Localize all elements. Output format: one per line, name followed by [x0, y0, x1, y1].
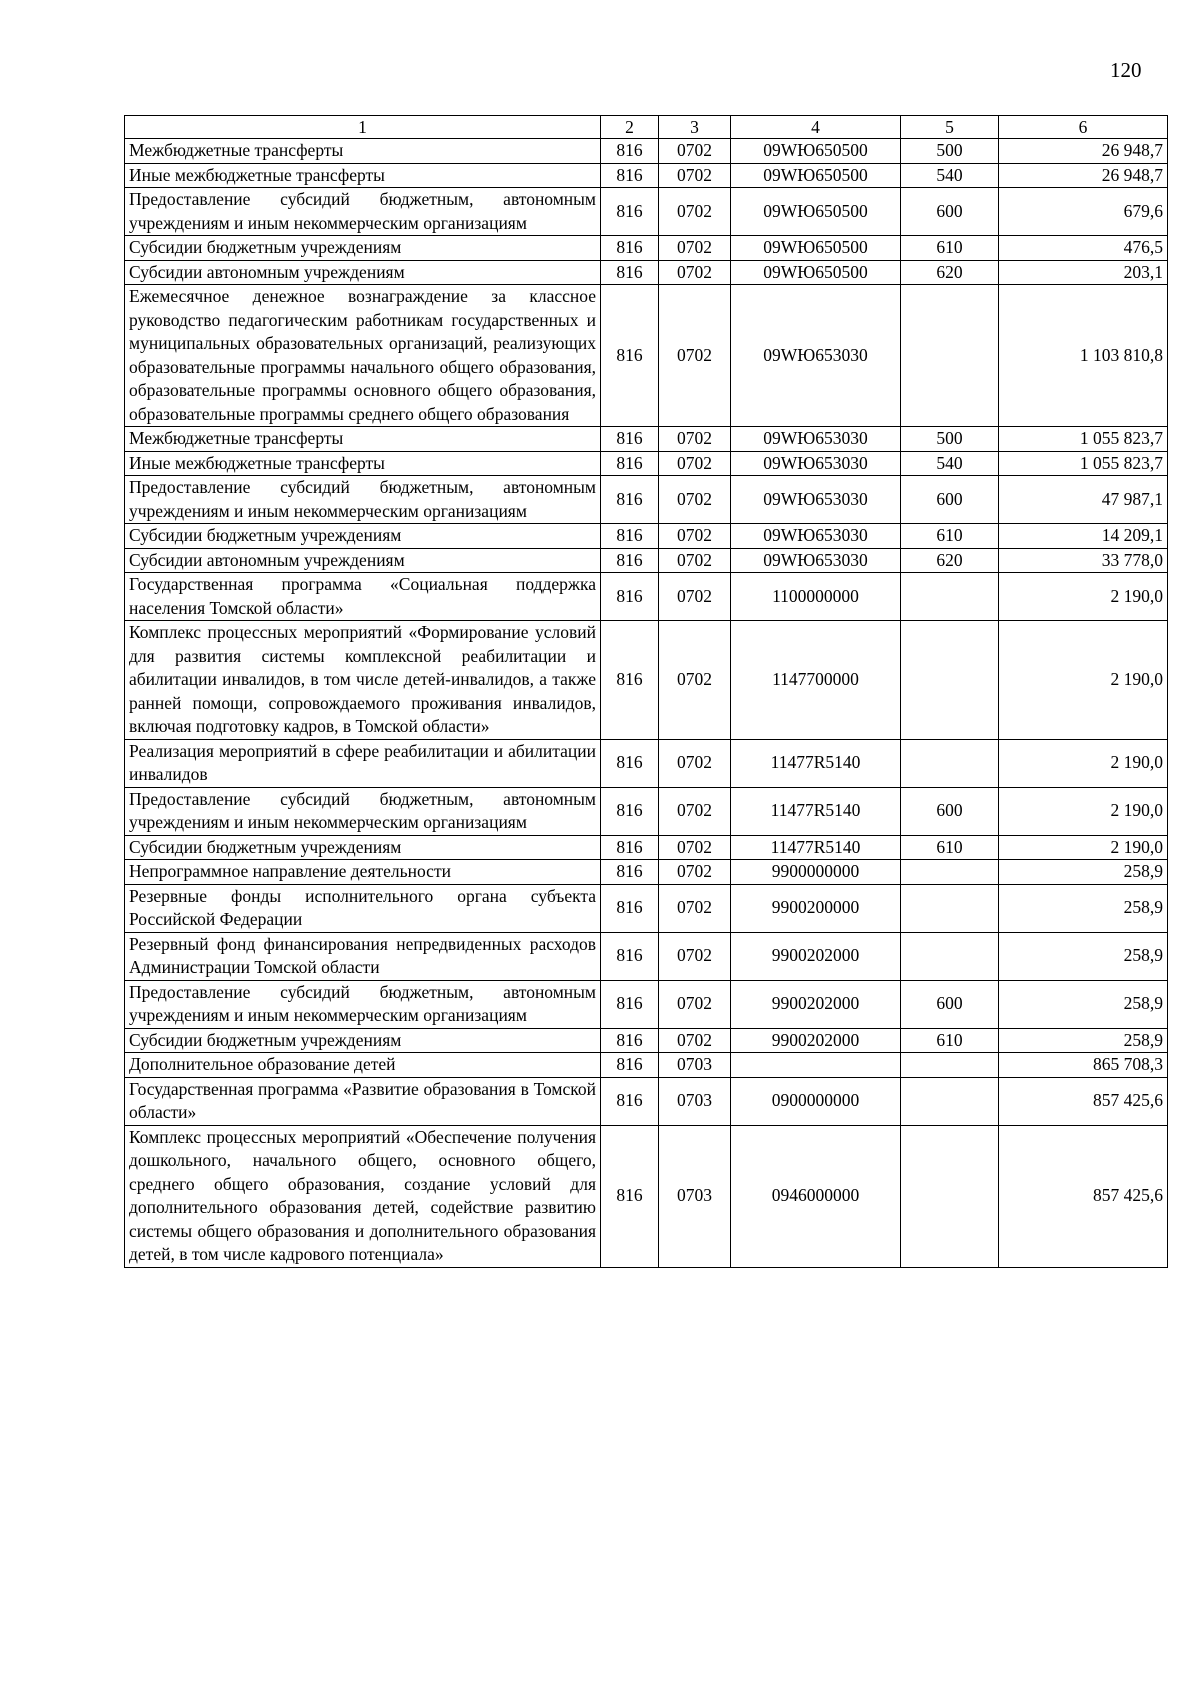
ministry-code-cell: 816	[601, 236, 659, 261]
expense-type-cell: 620	[901, 548, 999, 573]
expense-type-cell: 600	[901, 476, 999, 524]
target-article-cell: 09WЮ653030	[731, 451, 901, 476]
item-name-cell: Государственная программа «Развитие образования в Томской области»	[125, 1077, 601, 1125]
target-article-cell: 09WЮ650500	[731, 139, 901, 164]
table-row	[125, 980, 1168, 1028]
ministry-code-cell: 816	[601, 573, 659, 621]
section-code-cell: 0702	[659, 476, 731, 524]
item-name-cell: Предоставление субсидий бюджетным, автономным учреждениям и иным некоммерческим организациям	[125, 476, 601, 524]
table-row	[125, 236, 1168, 261]
item-name-cell: Дополнительное образование детей	[125, 1053, 601, 1078]
table-row	[125, 260, 1168, 285]
table-row	[125, 1028, 1168, 1053]
table-body	[125, 139, 1168, 1268]
item-name-cell: Субсидии автономным учреждениям	[125, 260, 601, 285]
section-code-cell: 0702	[659, 285, 731, 427]
ministry-code-cell: 816	[601, 451, 659, 476]
expense-type-cell	[901, 621, 999, 740]
item-name-cell: Межбюджетные трансферты	[125, 139, 601, 164]
header-row	[125, 116, 1168, 139]
expense-type-cell: 610	[901, 236, 999, 261]
table-row	[125, 573, 1168, 621]
column-header-3: 3	[659, 116, 731, 139]
table-row	[125, 139, 1168, 164]
column-header-1: 1	[125, 116, 601, 139]
amount-cell: 476,5	[999, 236, 1168, 261]
section-code-cell: 0702	[659, 427, 731, 452]
table-row	[125, 163, 1168, 188]
section-code-cell: 0702	[659, 884, 731, 932]
section-code-cell: 0702	[659, 787, 731, 835]
section-code-cell: 0702	[659, 980, 731, 1028]
expense-type-cell	[901, 1053, 999, 1078]
expense-type-cell	[901, 285, 999, 427]
table-row	[125, 1053, 1168, 1078]
table-row	[125, 451, 1168, 476]
section-code-cell: 0702	[659, 621, 731, 740]
target-article-cell: 9900202000	[731, 980, 901, 1028]
table-row	[125, 285, 1168, 427]
ministry-code-cell: 816	[601, 548, 659, 573]
expense-type-cell: 600	[901, 787, 999, 835]
target-article-cell	[731, 1053, 901, 1078]
section-code-cell: 0702	[659, 835, 731, 860]
item-name-cell: Субсидии бюджетным учреждениям	[125, 236, 601, 261]
ministry-code-cell: 816	[601, 835, 659, 860]
target-article-cell: 09WЮ653030	[731, 427, 901, 452]
section-code-cell: 0702	[659, 573, 731, 621]
expense-type-cell: 500	[901, 427, 999, 452]
expense-type-cell: 610	[901, 524, 999, 549]
item-name-cell: Предоставление субсидий бюджетным, автономным учреждениям и иным некоммерческим организациям	[125, 980, 601, 1028]
target-article-cell: 09WЮ653030	[731, 548, 901, 573]
item-name-cell: Резервные фонды исполнительного органа субъекта Российской Федерации	[125, 884, 601, 932]
column-header-5: 5	[901, 116, 999, 139]
section-code-cell: 0702	[659, 260, 731, 285]
ministry-code-cell: 816	[601, 476, 659, 524]
target-article-cell: 09WЮ650500	[731, 188, 901, 236]
ministry-code-cell: 816	[601, 139, 659, 164]
section-code-cell: 0702	[659, 236, 731, 261]
item-name-cell: Субсидии бюджетным учреждениям	[125, 835, 601, 860]
amount-cell: 258,9	[999, 980, 1168, 1028]
table-row	[125, 427, 1168, 452]
amount-cell: 2 190,0	[999, 835, 1168, 860]
item-name-cell: Предоставление субсидий бюджетным, автономным учреждениям и иным некоммерческим организациям	[125, 188, 601, 236]
item-name-cell: Государственная программа «Социальная поддержка населения Томской области»	[125, 573, 601, 621]
ministry-code-cell: 816	[601, 1028, 659, 1053]
amount-cell: 47 987,1	[999, 476, 1168, 524]
target-article-cell: 09WЮ653030	[731, 524, 901, 549]
table-row	[125, 524, 1168, 549]
table-row	[125, 188, 1168, 236]
ministry-code-cell: 816	[601, 260, 659, 285]
amount-cell: 26 948,7	[999, 163, 1168, 188]
amount-cell: 857 425,6	[999, 1077, 1168, 1125]
target-article-cell: 11477R5140	[731, 787, 901, 835]
table-row	[125, 884, 1168, 932]
expense-type-cell: 600	[901, 980, 999, 1028]
target-article-cell: 09WЮ650500	[731, 260, 901, 285]
ministry-code-cell: 816	[601, 787, 659, 835]
ministry-code-cell: 816	[601, 1077, 659, 1125]
expense-type-cell	[901, 884, 999, 932]
section-code-cell: 0703	[659, 1053, 731, 1078]
amount-cell: 258,9	[999, 860, 1168, 885]
target-article-cell: 0946000000	[731, 1125, 901, 1267]
table-row	[125, 835, 1168, 860]
table-row	[125, 787, 1168, 835]
expense-type-cell	[901, 739, 999, 787]
amount-cell: 2 190,0	[999, 787, 1168, 835]
table-row	[125, 1125, 1168, 1267]
column-header-4: 4	[731, 116, 901, 139]
ministry-code-cell: 816	[601, 621, 659, 740]
expense-type-cell	[901, 932, 999, 980]
target-article-cell: 0900000000	[731, 1077, 901, 1125]
target-article-cell: 9900202000	[731, 1028, 901, 1053]
item-name-cell: Иные межбюджетные трансферты	[125, 163, 601, 188]
target-article-cell: 09WЮ653030	[731, 285, 901, 427]
column-header-2: 2	[601, 116, 659, 139]
item-name-cell: Субсидии бюджетным учреждениям	[125, 1028, 601, 1053]
section-code-cell: 0702	[659, 1028, 731, 1053]
expense-type-cell	[901, 573, 999, 621]
item-name-cell: Межбюджетные трансферты	[125, 427, 601, 452]
page-number: 120	[1110, 58, 1142, 82]
ministry-code-cell: 816	[601, 739, 659, 787]
amount-cell: 258,9	[999, 884, 1168, 932]
ministry-code-cell: 816	[601, 188, 659, 236]
section-code-cell: 0702	[659, 139, 731, 164]
target-article-cell: 11477R5140	[731, 739, 901, 787]
ministry-code-cell: 816	[601, 285, 659, 427]
ministry-code-cell: 816	[601, 524, 659, 549]
item-name-cell: Реализация мероприятий в сфере реабилитации и абилитации инвалидов	[125, 739, 601, 787]
table-row	[125, 476, 1168, 524]
ministry-code-cell: 816	[601, 1053, 659, 1078]
amount-cell: 33 778,0	[999, 548, 1168, 573]
amount-cell: 1 055 823,7	[999, 427, 1168, 452]
section-code-cell: 0702	[659, 932, 731, 980]
ministry-code-cell: 816	[601, 860, 659, 885]
expense-type-cell: 540	[901, 451, 999, 476]
table-row	[125, 548, 1168, 573]
section-code-cell: 0703	[659, 1125, 731, 1267]
section-code-cell: 0702	[659, 548, 731, 573]
expense-type-cell	[901, 1077, 999, 1125]
expense-type-cell	[901, 1125, 999, 1267]
amount-cell: 865 708,3	[999, 1053, 1168, 1078]
target-article-cell: 09WЮ650500	[731, 163, 901, 188]
section-code-cell: 0702	[659, 451, 731, 476]
table-row	[125, 739, 1168, 787]
ministry-code-cell: 816	[601, 1125, 659, 1267]
table-row	[125, 1077, 1168, 1125]
ministry-code-cell: 816	[601, 932, 659, 980]
section-code-cell: 0702	[659, 163, 731, 188]
ministry-code-cell: 816	[601, 163, 659, 188]
target-article-cell: 9900200000	[731, 884, 901, 932]
column-header-6: 6	[999, 116, 1168, 139]
table-row	[125, 621, 1168, 740]
expense-type-cell: 610	[901, 835, 999, 860]
section-code-cell: 0702	[659, 188, 731, 236]
item-name-cell: Субсидии автономным учреждениям	[125, 548, 601, 573]
ministry-code-cell: 816	[601, 427, 659, 452]
amount-cell: 26 948,7	[999, 139, 1168, 164]
target-article-cell: 1100000000	[731, 573, 901, 621]
section-code-cell: 0703	[659, 1077, 731, 1125]
amount-cell: 258,9	[999, 932, 1168, 980]
expense-type-cell: 540	[901, 163, 999, 188]
amount-cell: 258,9	[999, 1028, 1168, 1053]
amount-cell: 2 190,0	[999, 573, 1168, 621]
item-name-cell: Комплекс процессных мероприятий «Формирование условий для развития системы комплексной реабилитации и абилитации инвалидов, в том числе детей-инвалидов, а также ранней помощи, сопровождаемого проживания инвалидов, включая подготовку кадров, в Томской области»	[125, 621, 601, 740]
amount-cell: 1 103 810,8	[999, 285, 1168, 427]
target-article-cell: 9900202000	[731, 932, 901, 980]
amount-cell: 1 055 823,7	[999, 451, 1168, 476]
item-name-cell: Непрограммное направление деятельности	[125, 860, 601, 885]
expense-type-cell: 500	[901, 139, 999, 164]
target-article-cell: 09WЮ650500	[731, 236, 901, 261]
amount-cell: 203,1	[999, 260, 1168, 285]
ministry-code-cell: 816	[601, 884, 659, 932]
item-name-cell: Ежемесячное денежное вознаграждение за классное руководство педагогическим работникам государственных и муниципальных образовательных организаций, реализующих образовательные программы начального общего образования, образовательные программы основного общего образования, образовательные программы среднего общего образования	[125, 285, 601, 427]
target-article-cell: 9900000000	[731, 860, 901, 885]
item-name-cell: Комплекс процессных мероприятий «Обеспечение получения дошкольного, начального общего, основного общего, среднего общего образования, создание условий для дополнительного образования детей, содействие развитию системы общего образования и дополнительного образования детей, в том числе кадрового потенциала»	[125, 1125, 601, 1267]
amount-cell: 857 425,6	[999, 1125, 1168, 1267]
target-article-cell: 1147700000	[731, 621, 901, 740]
section-code-cell: 0702	[659, 524, 731, 549]
amount-cell: 2 190,0	[999, 621, 1168, 740]
table-row	[125, 860, 1168, 885]
item-name-cell: Предоставление субсидий бюджетным, автономным учреждениям и иным некоммерческим организациям	[125, 787, 601, 835]
table-row	[125, 932, 1168, 980]
amount-cell: 14 209,1	[999, 524, 1168, 549]
expense-type-cell: 620	[901, 260, 999, 285]
item-name-cell: Субсидии бюджетным учреждениям	[125, 524, 601, 549]
target-article-cell: 09WЮ653030	[731, 476, 901, 524]
expense-type-cell	[901, 860, 999, 885]
section-code-cell: 0702	[659, 860, 731, 885]
section-code-cell: 0702	[659, 739, 731, 787]
item-name-cell: Резервный фонд финансирования непредвиденных расходов Администрации Томской области	[125, 932, 601, 980]
expense-type-cell: 610	[901, 1028, 999, 1053]
target-article-cell: 11477R5140	[731, 835, 901, 860]
amount-cell: 679,6	[999, 188, 1168, 236]
budget-table	[124, 115, 1168, 1268]
item-name-cell: Иные межбюджетные трансферты	[125, 451, 601, 476]
amount-cell: 2 190,0	[999, 739, 1168, 787]
ministry-code-cell: 816	[601, 980, 659, 1028]
expense-type-cell: 600	[901, 188, 999, 236]
